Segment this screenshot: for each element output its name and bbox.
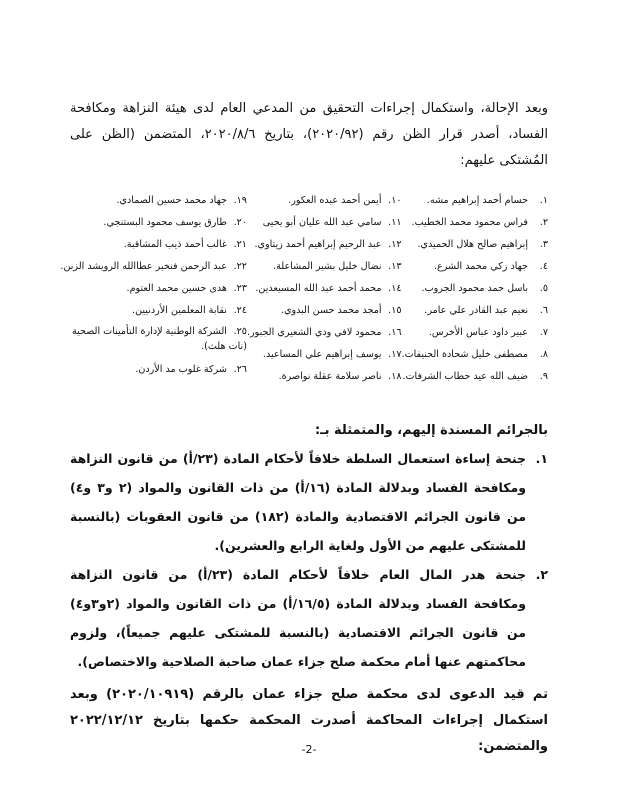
charges-heading: بالجرائم المسندة إليهم، والمتمثلة بـ: [314,423,548,438]
defendant-item [60,322,247,359]
page-number: -2- [301,743,317,756]
defendant-number: ١٢. [388,239,402,250]
charge-text: جنحة إساءة استعمال السلطة خلافاً لأحكام المادة (٢٣/أ) من قانون النزاهة ومكافحة الفساد وبدلالة المادة (١٦/أ) من ذات القانون والمواد (٢ و٣ و٤) من قانون الجرائم الاقتصادية والمادة (١٨٢) من قانون العقوبات (بالنسبة للمشتكى عليهم من الأول ولغاية الرابع والعشرين). [70,451,527,553]
closing-paragraph: تم قيد الدعوى لدى محكمة صلح جزاء عمان بالرقم (٢٠٢٠/١٠٩١٩) وبعد استكمال إجراءات المحاكمة أصدرت المحكمة حكمها بتاريخ ٢٠٢٢/١٢/١٢ والمتضمن: [70,687,548,754]
defendant-name: مصطفى خليل شحادة الحنيفات. [401,349,528,360]
defendant-name: عبد الرحمن فنخير عطاالله الرويشد الزبن. [60,261,227,272]
defendant-number: ٦. [539,305,548,316]
defendant-number: ٢٦. [233,364,247,375]
defendant-item [402,322,548,344]
defendant-number: ١٦. [388,327,402,338]
defendant-item [247,366,402,388]
charge-item [70,444,548,560]
charge-item [70,560,548,676]
defendant-number: ٢٠. [233,217,247,228]
defendant-number: ٨. [539,349,548,360]
defendant-item [60,256,247,278]
defendant-number: ٩. [539,371,548,382]
defendant-name: إبراهيم صالح هلال الحميدي. [417,239,528,250]
defendant-number: ١٥. [388,305,402,316]
defendant-number: ١٤. [388,283,402,294]
defendant-name: ضيف الله عيد حطاب الشرفات. [402,371,528,382]
defendants-column-3 [60,190,247,416]
defendant-number: ٢. [539,217,548,228]
defendant-name: هدى حسين محمد العتوم. [126,283,227,294]
defendant-item [402,344,548,366]
defendant-name: شركة غلوب مد الأردن. [135,364,227,375]
defendant-item [247,344,402,366]
defendant-name: يوسف إبراهيم علي المساعيد. [262,349,382,360]
defendant-number: ١. [539,195,548,206]
defendant-number: ١٧. [388,349,402,360]
defendant-number: ٧. [539,327,548,338]
defendant-name: جهاد زكي محمد الشرع. [433,261,528,272]
defendant-name: جهاد محمد حسين الصمادي. [116,195,227,206]
charge-text: جنحة هدر المال العام خلافاً لأحكام المادة (٢٣/أ) من قانون النزاهة ومكافحة الفساد وبدلالة المادة (١٦/٥/أ) من ذات القانون والمواد (٢و٣و٤) من قانون الجرائم الاقتصادية (بالنسبة للمشتكى عليهم جميعاً)، ولزوم محاكمتهم عنها أمام محكمة صلح جزاء عمان صاحبة الصلاحية والاختصاص). [70,567,526,669]
defendant-number: ١٨. [388,371,402,382]
defendant-name: فراس محمود محمد الخطيب. [411,217,528,228]
defendant-item [402,366,548,388]
defendant-name: نقابة المعلمين الأردنيين. [132,305,227,316]
defendant-item [60,234,247,256]
defendant-name: محمد أحمد عبد الله المسيعدين. [255,283,382,294]
charge-number: ١. [535,451,548,466]
defendants-list [60,190,548,416]
defendant-number: ١٠. [388,195,402,206]
intro-paragraph: وبعد الإحالة، واستكمال إجراءات التحقيق من المدعي العام لدى هيئة النزاهة ومكافحة الفساد، أصدر قرار الظن رقم (٢٠٢٠/٩٢)، بتاريخ ٢٠٢٠/٨/٦، المتضمن (الظن على المُشتكى عليهم: [70,101,549,168]
defendant-item [402,190,548,212]
defendant-name: نعيم عبد القادر علي عامر. [424,305,528,316]
defendant-name: ناصر سلامة عقلة نواصرة. [278,371,382,382]
defendant-item [402,256,548,278]
defendant-item [247,190,402,212]
defendants-column-2 [247,190,402,416]
defendant-item [60,359,247,381]
defendant-number: ٥. [539,283,548,294]
defendant-number: ٣. [539,239,548,250]
defendant-item [247,212,402,234]
defendant-number: ٤. [539,261,548,272]
charge-number: ٢. [535,567,548,582]
defendant-number: ١٣. [388,261,402,272]
defendants-column-1 [402,190,548,416]
defendant-name: نضال خليل بشير المشاعلة. [273,261,382,272]
defendant-name: حسام أحمد إبراهيم مشه. [426,195,528,206]
defendant-name: عبد الرحيم إبراهيم أحمد زيتاوي. [254,239,382,250]
defendant-name: طارق يوسف محمود البستنجي. [103,217,227,228]
defendant-item [402,212,548,234]
defendant-number: ١٩. [233,195,247,206]
defendant-number: ٢٢. [233,261,247,272]
defendant-item [247,256,402,278]
defendant-number: ٢٥. [233,326,247,337]
defendant-item [247,234,402,256]
defendant-name: عبير داود عباس الأخرس. [428,327,528,338]
defendant-number: ٢٤. [233,305,247,316]
defendant-number: ٢٣. [233,283,247,294]
defendant-name: أمجد محمد حسن البدوي. [280,305,382,316]
defendant-number: ١١. [388,217,402,228]
defendant-item [247,322,402,344]
defendant-item [60,300,247,322]
defendant-item [247,278,402,300]
defendant-item [60,278,247,300]
defendant-item [402,300,548,322]
defendant-name: أيمن أحمد عبده العكور. [288,195,382,206]
defendant-item [60,212,247,234]
defendant-number: ٢١. [233,239,247,250]
defendant-item [402,234,548,256]
defendant-name: محمود لافي ودي الشعيري الجبور. [246,327,382,338]
defendant-name: سامي عبد الله عليان أبو يحيى [262,217,382,228]
defendant-item [60,190,247,212]
defendant-item [402,278,548,300]
defendant-name: الشركة الوطنية لإدارة التأمينات الصحية (نات هلث). [71,326,247,352]
defendant-name: باسل حمد محمود الجروب. [421,283,528,294]
defendant-name: غالب أحمد ذيب المشاقبة. [123,239,227,250]
defendant-item [247,300,402,322]
